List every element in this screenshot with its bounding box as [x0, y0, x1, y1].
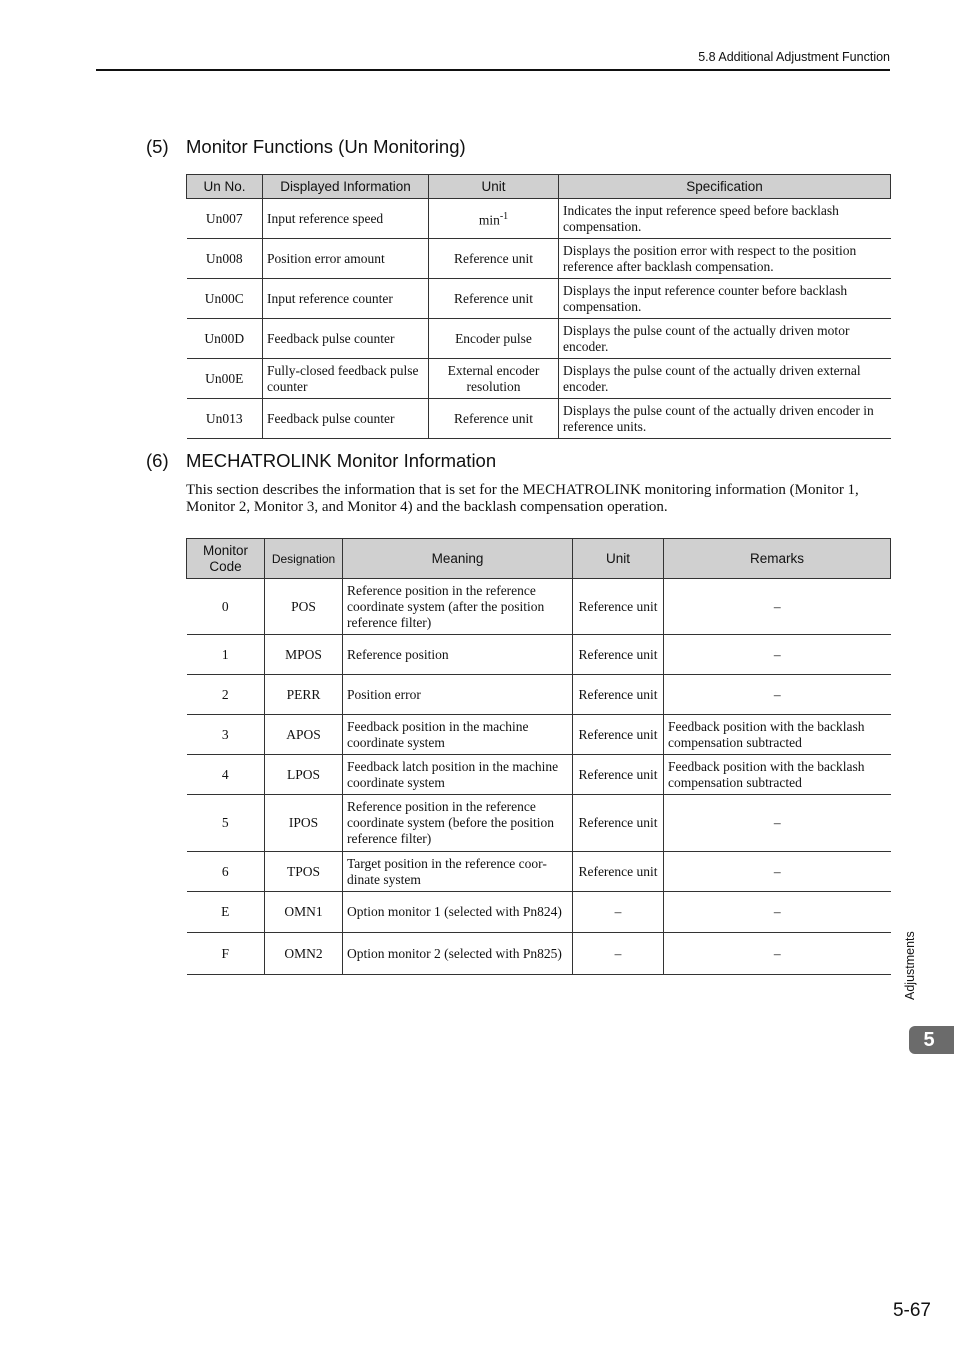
specification: Displays the pulse count of the actually driven external encoder. — [559, 359, 891, 399]
table-row — [187, 715, 891, 755]
column-header: Remarks — [664, 539, 891, 579]
column-header: Displayed Information — [263, 175, 429, 199]
meaning: Option monitor 1 (selected with Pn824) — [343, 892, 573, 933]
designation: APOS — [265, 715, 343, 755]
section-5-heading — [146, 136, 466, 158]
designation: MPOS — [265, 635, 343, 675]
header-rule — [96, 69, 890, 71]
column-header: Monitor Code — [187, 539, 265, 579]
table-row — [187, 755, 891, 795]
section-6-heading — [146, 450, 496, 472]
unit: Reference unit — [573, 755, 664, 795]
displayed-info: Feedback pulse counter — [263, 399, 429, 439]
table-header-row — [187, 539, 891, 579]
meaning: Reference position — [343, 635, 573, 675]
displayed-info: Input reference speed — [263, 199, 429, 239]
table-row — [187, 359, 891, 399]
monitor-code: 5 — [187, 795, 265, 852]
mechatrolink-monitor-table — [186, 538, 891, 975]
unit: Reference unit — [573, 852, 664, 892]
unit: Reference unit — [429, 279, 559, 319]
monitor-code: 1 — [187, 635, 265, 675]
designation: OMN2 — [265, 933, 343, 975]
displayed-info: Feedback pulse counter — [263, 319, 429, 359]
un-number: Un007 — [187, 199, 263, 239]
remarks: – — [664, 852, 891, 892]
remarks: – — [664, 892, 891, 933]
meaning: Position error — [343, 675, 573, 715]
meaning: Target position in the reference coor-dinate system — [343, 852, 573, 892]
meaning: Feedback position in the machine coordinate system — [343, 715, 573, 755]
table-header-row — [187, 175, 891, 199]
table-row — [187, 675, 891, 715]
column-header: Un No. — [187, 175, 263, 199]
running-header: 5.8 Additional Adjustment Function — [698, 50, 890, 64]
unit: Reference unit — [573, 579, 664, 635]
displayed-info: Fully-closed feedback pulse counter — [263, 359, 429, 399]
unit-cell — [429, 199, 559, 239]
section-6-number: (6) — [146, 450, 169, 471]
page-number: 5-67 — [892, 1300, 931, 1321]
section-5-number: (5) — [146, 136, 169, 157]
un-number: Un00C — [187, 279, 263, 319]
table-row — [187, 933, 891, 975]
table-row — [187, 279, 891, 319]
specification: Displays the pulse count of the actually driven encoder in reference units. — [559, 399, 891, 439]
un-number: Un00E — [187, 359, 263, 399]
monitor-code: 6 — [187, 852, 265, 892]
remarks: – — [664, 933, 891, 975]
remarks: Feedback position with the backlash compensation subtracted — [664, 715, 891, 755]
remarks: – — [664, 675, 891, 715]
unit: Reference unit — [573, 675, 664, 715]
remarks: – — [664, 579, 891, 635]
unit: Reference unit — [573, 795, 664, 852]
unit: – — [573, 892, 664, 933]
meaning: Feedback latch position in the machine coordinate system — [343, 755, 573, 795]
un-number: Un008 — [187, 239, 263, 279]
table-row — [187, 239, 891, 279]
unit: External encoder resolution — [429, 359, 559, 399]
monitor-code: 2 — [187, 675, 265, 715]
displayed-info: Position error amount — [263, 239, 429, 279]
unit: Encoder pulse — [429, 319, 559, 359]
designation: PERR — [265, 675, 343, 715]
column-header: Designation — [265, 539, 343, 579]
specification: Displays the input reference counter before backlash compensation. — [559, 279, 891, 319]
meaning: Option monitor 2 (selected with Pn825) — [343, 933, 573, 975]
table-row — [187, 579, 891, 635]
chapter-side-label: Adjustments — [903, 931, 917, 1000]
designation: OMN1 — [265, 892, 343, 933]
specification: Displays the position error with respect to the position reference after backlash compensation. — [559, 239, 891, 279]
section-6-title: MECHATROLINK Monitor Information — [186, 450, 497, 471]
monitor-code: 3 — [187, 715, 265, 755]
table-row — [187, 892, 891, 933]
specification: Indicates the input reference speed before backlash compensation. — [559, 199, 891, 239]
unit: min — [478, 212, 500, 228]
monitor-code: 0 — [187, 579, 265, 635]
designation: IPOS — [265, 795, 343, 852]
unit: Reference unit — [429, 239, 559, 279]
section-6-intro: This section describes the information that is set for the MECHATROLINK monitoring information (Monitor 1, Monitor 2, Monitor 3, and Monitor 4) and the backlash compensation operation. — [186, 482, 859, 515]
column-header: Meaning — [343, 539, 573, 579]
section-5-title: Monitor Functions (Un Monitoring) — [186, 136, 466, 157]
meaning: Reference position in the reference coordinate system (after the position reference filter) — [343, 579, 573, 635]
unit: Reference unit — [573, 635, 664, 675]
remarks: Feedback position with the backlash compensation subtracted — [664, 755, 891, 795]
table-row — [187, 635, 891, 675]
table-row — [187, 852, 891, 892]
un-monitor-table — [186, 174, 891, 439]
designation: TPOS — [265, 852, 343, 892]
designation: POS — [265, 579, 343, 635]
meaning: Reference position in the reference coordinate system (before the position reference filter) — [343, 795, 573, 852]
remarks: – — [664, 795, 891, 852]
chapter-tab: 5 — [909, 1026, 954, 1054]
designation: LPOS — [265, 755, 343, 795]
table-row — [187, 795, 891, 852]
unit: Reference unit — [573, 715, 664, 755]
un-number: Un013 — [187, 399, 263, 439]
remarks: – — [664, 635, 891, 675]
unit: – — [573, 933, 664, 975]
unit-superscript: -1 — [499, 210, 509, 222]
un-number: Un00D — [187, 319, 263, 359]
monitor-code: F — [187, 933, 265, 975]
column-header: Unit — [573, 539, 664, 579]
table-row — [187, 399, 891, 439]
column-header: Specification — [559, 175, 891, 199]
displayed-info: Input reference counter — [263, 279, 429, 319]
monitor-code: E — [187, 892, 265, 933]
column-header: Unit — [429, 175, 559, 199]
table-row — [187, 199, 891, 239]
table-row — [187, 319, 891, 359]
unit: Reference unit — [429, 399, 559, 439]
specification: Displays the pulse count of the actually driven motor encoder. — [559, 319, 891, 359]
monitor-code: 4 — [187, 755, 265, 795]
